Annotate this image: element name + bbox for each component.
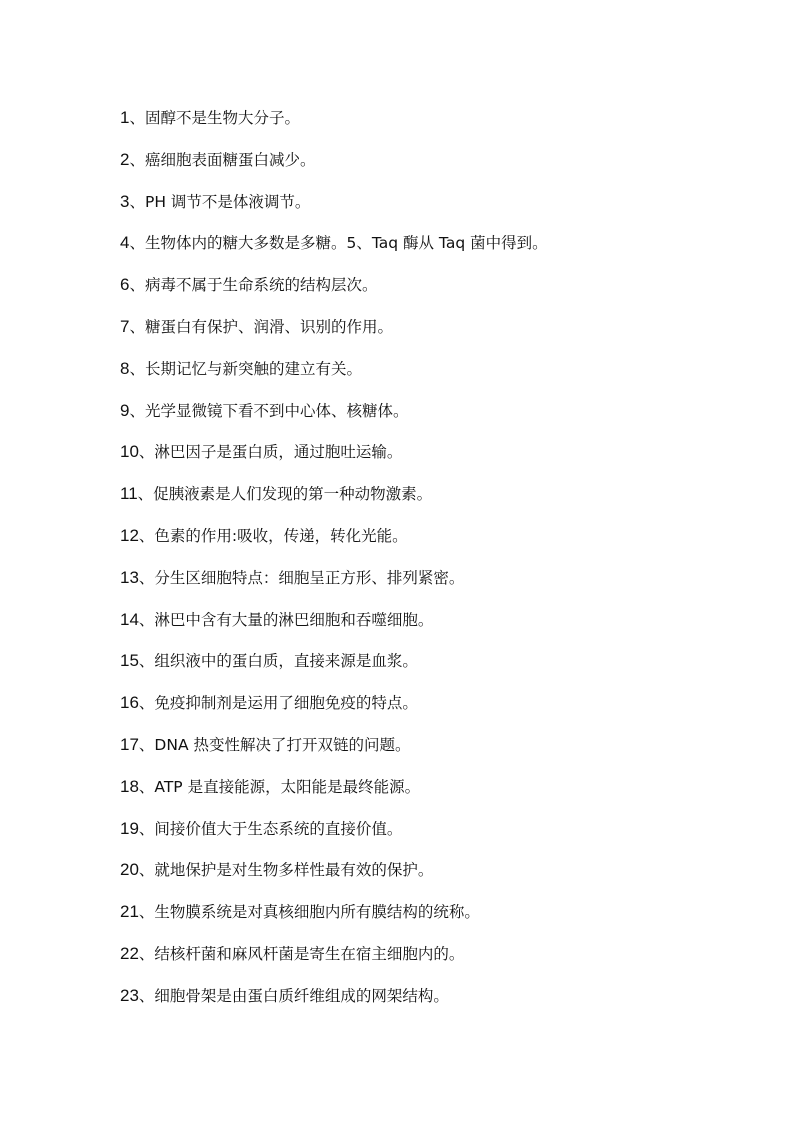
item-number: 19 (120, 818, 139, 838)
item-text: 、生物体内的糖大多数是多糖。5、Taq 酶从 Taq 菌中得到。 (129, 234, 548, 253)
item-number: 6 (120, 275, 130, 295)
list-item (120, 774, 760, 816)
item-text: 、组织液中的蛋白质，直接来源是血浆。 (138, 652, 418, 671)
item-text: 、病毒不属于生命系统的结构层次。 (129, 276, 378, 295)
item-number: 15 (120, 651, 139, 671)
item-number: 11 (120, 484, 138, 504)
list-item (120, 565, 760, 607)
list-item (120, 857, 760, 899)
item-text: 、结核杆菌和麻风杆菌是寄生在宿主细胞内的。 (138, 944, 465, 963)
list-item (120, 523, 760, 565)
item-text: 、光学显微镜下看不到中心体、核糖体。 (129, 401, 409, 420)
item-number: 23 (120, 985, 139, 1005)
item-text: 、就地保护是对生物多样性最有效的保护。 (138, 861, 434, 880)
item-number: 3 (120, 191, 130, 211)
list-item (120, 398, 760, 440)
list-item (120, 147, 760, 189)
item-number: 21 (120, 902, 139, 922)
item-number: 1 (120, 108, 130, 127)
item-text: 、促胰液素是人们发现的第一种动物激素。 (137, 485, 433, 504)
item-text: 、淋巴因子是蛋白质，通过胞吐运输。 (138, 443, 403, 462)
list-item (120, 648, 760, 690)
list-item (120, 1025, 760, 1067)
item-text: 、DNA 热变性解决了打开双链的问题。 (138, 735, 411, 754)
item-text: 、固醇不是生物大分子。 (129, 109, 300, 127)
fact-list (120, 105, 760, 1066)
list-item (120, 816, 760, 858)
item-text: 、长期记忆与新突触的建立有关。 (129, 359, 362, 378)
list-item (120, 105, 760, 147)
list-item (120, 941, 760, 983)
list-item (120, 439, 760, 481)
item-text: 、间接价值大于生态系统的直接价值。 (138, 819, 403, 838)
item-text: 、生物膜系统是对真核细胞内所有膜结构的统称。 (138, 903, 480, 922)
item-text: 、细胞骨架是由蛋白质纤维组成的网架结构。 (138, 986, 449, 1005)
list-item (120, 356, 760, 398)
list-item (120, 481, 760, 523)
item-text: 、分生区细胞特点：细胞呈正方形、排列紧密。 (138, 568, 465, 587)
item-number: 18 (120, 776, 139, 796)
item-number: 8 (120, 358, 130, 378)
item-number: 9 (120, 400, 130, 420)
list-item (120, 230, 760, 272)
item-text: 、PH 调节不是体液调节。 (129, 192, 311, 211)
item-number: 16 (120, 693, 139, 713)
item-number: 22 (120, 943, 139, 963)
item-text: 、ATP 是直接能源，太阳能是最终能源。 (138, 777, 421, 796)
item-number: 17 (120, 734, 139, 754)
item-number: 20 (120, 860, 139, 880)
list-item (120, 314, 760, 356)
list-item (120, 899, 760, 941)
item-number: 7 (120, 316, 130, 336)
item-text: 、色素的作用:吸收，传递，转化光能。 (138, 526, 408, 545)
item-number: 14 (120, 609, 139, 629)
item-number: 2 (120, 149, 130, 169)
item-number: 12 (120, 525, 139, 545)
list-item (120, 607, 760, 649)
item-text: 、免疫抑制剂是运用了细胞免疫的特点。 (138, 694, 418, 713)
item-text: 、淋巴中含有大量的淋巴细胞和吞噬细胞。 (138, 610, 434, 629)
list-item (120, 189, 760, 231)
item-number: 10 (120, 442, 139, 462)
item-text: 、癌细胞表面糖蛋白减少。 (129, 150, 316, 169)
item-text: 、糖蛋白有保护、润滑、识别的作用。 (129, 317, 393, 336)
list-item (120, 690, 760, 732)
list-item (120, 732, 760, 774)
list-item (120, 272, 760, 314)
item-number: 4 (120, 233, 130, 253)
item-number: 13 (120, 567, 139, 587)
list-item (120, 983, 760, 1025)
